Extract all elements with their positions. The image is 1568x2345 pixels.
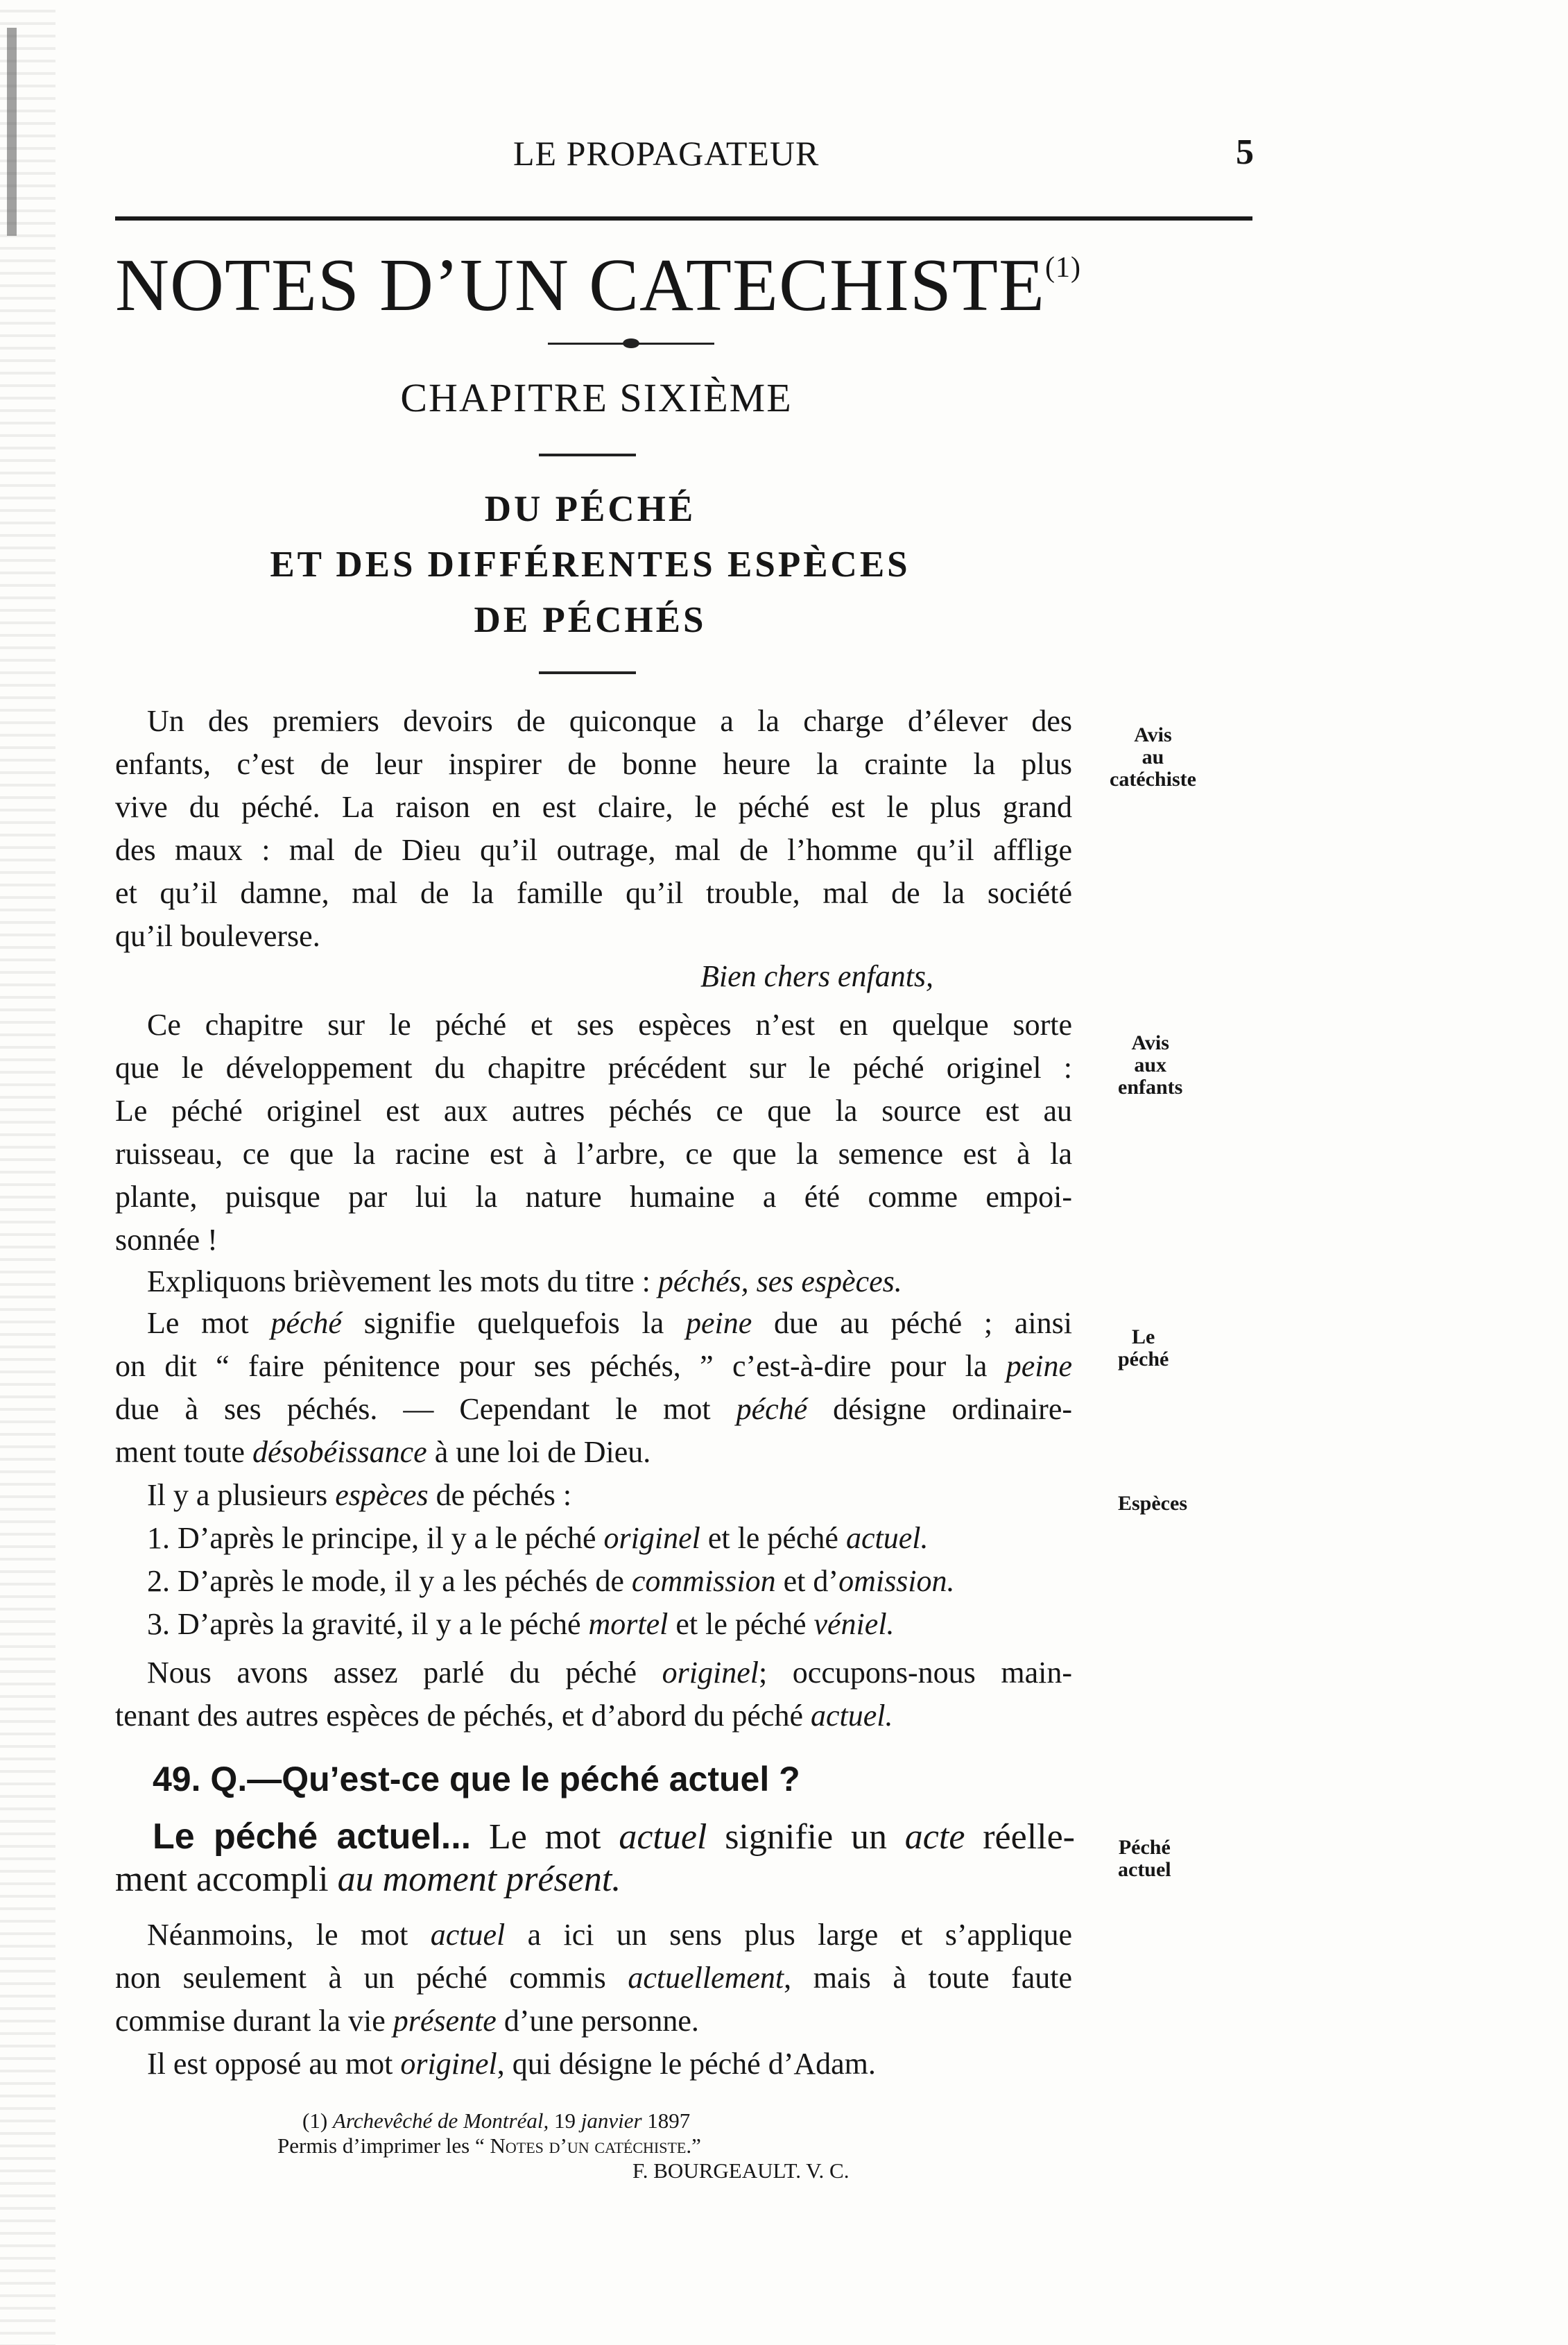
italic-span: mortel — [588, 1607, 669, 1641]
text-span: ; occupons-nous main- — [758, 1656, 1072, 1690]
margin-note-line: Avis — [1131, 1031, 1169, 1054]
text-span: ment toute — [115, 1435, 252, 1469]
text-span: Néanmoins, le mot — [147, 1918, 431, 1952]
running-title: LE PROPAGATEUR — [513, 134, 820, 173]
margin-note-line: Avis — [1134, 723, 1172, 746]
question-number: 49. — [153, 1760, 201, 1798]
margin-note-line: au — [1141, 746, 1164, 768]
page-number: 5 — [1236, 132, 1254, 172]
small-caps-span: Notes d’un catéchiste. — [490, 2133, 692, 2158]
text-span: 1897 — [641, 2108, 691, 2133]
question-text: Q.—Qu’est-ce que le péché actuel ? — [210, 1760, 800, 1798]
italic-span: Archevêché de Montréal, — [332, 2108, 549, 2133]
section-rule — [539, 671, 636, 674]
italic-span: actuellement — [628, 1961, 784, 1995]
intro-line: vive du péché. La raison en est claire, le péché est le plus grand — [115, 790, 1072, 824]
mot-peche-line-1 — [147, 1305, 1072, 1341]
binding-shadow — [7, 28, 17, 236]
intro-line: enfants, c’est de leur inspirer de bonne heure la crainte la plus — [115, 747, 1072, 781]
text-span: due à ses péchés. — Cependant le mot — [115, 1392, 736, 1426]
answer-line-1 — [153, 1816, 1075, 1857]
italic-span: au moment présent. — [337, 1859, 621, 1899]
text-span: Il y a plusieurs — [147, 1478, 336, 1512]
italic-span: commission — [631, 1564, 776, 1598]
title-ornament-dot — [623, 338, 639, 348]
footnote-line-2 — [277, 2133, 701, 2158]
oppose-line — [147, 2046, 876, 2081]
italic-span: omission. — [838, 1564, 955, 1598]
text-span: à une loi de Dieu. — [427, 1435, 651, 1469]
section-heading-line-2: ET DES DIFFÉRENTES ESPÈCES — [270, 544, 911, 585]
margin-note-avis-enfants — [1118, 1032, 1182, 1099]
text-span: désigne ordinaire- — [807, 1392, 1072, 1426]
text-span: et le péché — [668, 1607, 814, 1641]
italic-span: acte — [904, 1817, 965, 1857]
footnote-line-1 — [302, 2108, 690, 2133]
text-span: a ici un sens plus large et s’applique — [505, 1918, 1072, 1952]
italic-span: péché — [736, 1392, 808, 1426]
italic-span: peine — [685, 1306, 752, 1340]
intro-line: Un des premiers devoirs de quiconque a la charge d’élever des — [147, 704, 1072, 738]
neanmoins-line-3 — [115, 2003, 699, 2038]
transition-line-2 — [115, 1698, 893, 1733]
page-binding-edge — [0, 0, 55, 2345]
mot-peche-line-3 — [115, 1391, 1072, 1427]
transition-line-1 — [147, 1655, 1072, 1690]
paragraph-line: Le péché originel est aux autres péchés ce que la source est au — [115, 1094, 1072, 1128]
title-text: NOTES D’UN CATECHISTE — [115, 244, 1045, 327]
answer-lead: Le péché actuel... — [153, 1816, 472, 1857]
text-span: et le péché — [700, 1521, 846, 1555]
margin-note-line: péché — [1118, 1348, 1169, 1371]
italic-span: actuel. — [845, 1521, 929, 1555]
text-span: commise durant la vie — [115, 2004, 393, 2038]
chapter-rule — [539, 454, 636, 456]
paragraph-line: ruisseau, ce que la racine est à l’arbre, ce que la semence est à la — [115, 1137, 1072, 1171]
italic-span: véniel. — [813, 1607, 895, 1641]
especes-intro — [147, 1477, 571, 1513]
margin-note-avis-catechiste — [1110, 724, 1196, 791]
text-span: on dit “ faire pénitence pour ses péchés, ” c’est-à-dire pour la — [115, 1349, 1006, 1383]
intro-line: et qu’il damne, mal de la famille qu’il trouble, mal de la société — [115, 876, 1072, 910]
intro-line: des maux : mal de Dieu qu’il outrage, mal de l’homme qu’il afflige — [115, 833, 1072, 867]
paragraph-line: Ce chapitre sur le péché et ses espèces n’est en quelque sorte — [147, 1008, 1072, 1042]
text-span: et d’ — [775, 1564, 839, 1598]
text-span: , mais à toute faute — [784, 1961, 1073, 1995]
text-span: Le mot — [471, 1817, 619, 1857]
answer-line-2 — [115, 1859, 621, 1900]
text-span: de péchés : — [428, 1478, 572, 1512]
margin-note-line: aux — [1134, 1054, 1167, 1076]
text-span: due au péché ; ainsi — [752, 1306, 1072, 1340]
text-span: tenant des autres espèces de péchés, et d’abord du péché — [115, 1699, 811, 1733]
text-span: signifie un — [707, 1817, 905, 1857]
explain-line — [147, 1264, 902, 1299]
text-span: ” — [691, 2133, 701, 2158]
margin-note-line: Péché — [1118, 1836, 1171, 1859]
neanmoins-line-2 — [115, 1960, 1072, 1995]
especes-item — [147, 1520, 928, 1556]
margin-note-line: Espèces — [1118, 1492, 1187, 1515]
paragraph-line: sonnée ! — [115, 1223, 218, 1257]
mot-peche-line-2 — [115, 1348, 1072, 1384]
text-span: Il est opposé au mot — [147, 2047, 401, 2081]
text-span: , qui désigne le péché d’Adam. — [497, 2047, 876, 2081]
italic-span: péché — [270, 1306, 342, 1340]
text-span: Le mot — [147, 1306, 271, 1340]
margin-note-line: enfants — [1118, 1076, 1183, 1099]
margin-note-line: actuel — [1118, 1858, 1171, 1881]
italic-span: janvier — [580, 2108, 642, 2133]
salutation: Bien chers enfants, — [700, 959, 934, 993]
text-span: réelle- — [965, 1817, 1075, 1857]
text-span: ment accompli — [115, 1859, 338, 1899]
italic-span: actuel — [619, 1817, 707, 1857]
section-heading-line-3: DE PÉCHÉS — [474, 600, 707, 640]
text-span: signifie quelquefois la — [341, 1306, 686, 1340]
margin-note-line: catéchiste — [1110, 768, 1196, 791]
text-span: 3. D’après la gravité, il y a le péché — [147, 1607, 589, 1641]
italic-span: actuel — [430, 1918, 506, 1952]
footnote-reference: (1) — [1044, 252, 1081, 284]
italic-span: originel — [662, 1656, 759, 1690]
italic-span: originel — [603, 1521, 700, 1555]
header-rule — [115, 216, 1252, 221]
italic-span: désobéissance — [252, 1435, 427, 1469]
margin-note-le-peche — [1118, 1326, 1169, 1371]
footnote-number: (1) — [302, 2108, 328, 2133]
text-span: d’une personne. — [496, 2004, 699, 2038]
italic-span: originel — [400, 2047, 497, 2081]
paragraph-line: que le développement du chapitre précédent sur le péché originel : — [115, 1051, 1072, 1085]
italic-span: actuel. — [811, 1699, 893, 1733]
text-span: Expliquons brièvement les mots du titre : — [147, 1264, 658, 1298]
margin-note-peche-actuel — [1118, 1837, 1171, 1881]
especes-item — [147, 1606, 895, 1642]
neanmoins-line-1 — [147, 1917, 1072, 1952]
italic-span: péchés, ses espèces. — [657, 1264, 902, 1298]
question-heading — [153, 1759, 800, 1799]
text-span: 1. D’après le principe, il y a le péché — [147, 1521, 604, 1555]
mot-peche-line-4 — [115, 1434, 651, 1470]
especes-item — [147, 1563, 955, 1599]
margin-note-line: Le — [1132, 1325, 1155, 1348]
intro-line: qu’il bouleverse. — [115, 919, 320, 953]
italic-span: présente — [393, 2004, 497, 2038]
chapter-heading: CHAPITRE SIXIÈME — [400, 375, 793, 420]
footnote-signature: F. BOURGEAULT. V. C. — [632, 2158, 850, 2183]
text-span: 19 — [549, 2108, 581, 2133]
text-span: Permis d’imprimer les “ — [277, 2133, 490, 2158]
text-span: Nous avons assez parlé du péché — [147, 1656, 662, 1690]
section-heading-line-1: DU PÉCHÉ — [484, 489, 696, 529]
page-title — [115, 243, 1081, 329]
text-span: 2. D’après le mode, il y a les péchés de — [147, 1564, 632, 1598]
margin-note-especes — [1118, 1493, 1187, 1515]
text-span: non seulement à un péché commis — [115, 1961, 628, 1995]
italic-span: espèces — [335, 1478, 429, 1512]
italic-span: peine — [1006, 1349, 1072, 1383]
paragraph-line: plante, puisque par lui la nature humaine a été comme empoi- — [115, 1180, 1072, 1214]
